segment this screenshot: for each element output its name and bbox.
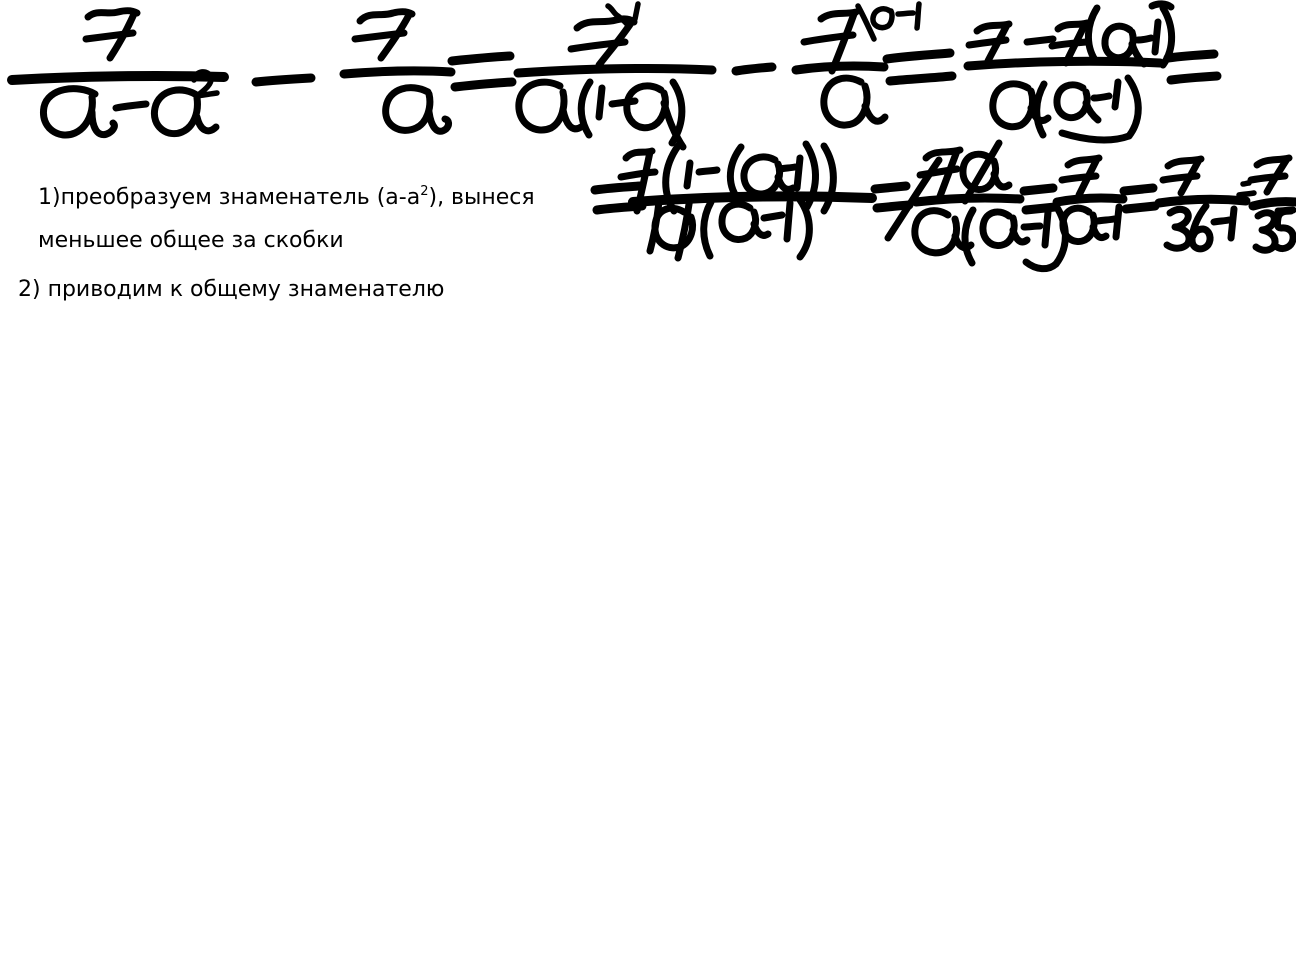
hw-operator-equals-2: [887, 53, 952, 81]
hw-fraction-7-minus-7a-1-over-aa-1: [968, 4, 1172, 140]
hw-fraction-7-over-a-with-factor: [796, 4, 919, 125]
hw-fraction-7-over-a-1-minus-a: [518, 4, 712, 147]
hw-fraction-7-over-36-minus-1: [1159, 159, 1246, 249]
note-2: 2) приводим к общему знаменателю: [18, 277, 445, 302]
note-1-text-suffix: ), вынеся: [428, 185, 535, 210]
hw-operator-equals-6: [1024, 188, 1055, 210]
hw-operator-equals-8: [1239, 183, 1254, 195]
hw-operator-equals-3: [1168, 54, 1217, 80]
hw-fraction-7-1-minus-a-1-over-aa-1: [621, 144, 872, 258]
note-1-line-2: меньшее общее за скобки: [38, 228, 344, 253]
hw-fraction-7-over-a: [344, 12, 451, 132]
note-1: [38, 178, 535, 261]
hw-fraction-7-over-a-minus-a2: [12, 11, 224, 135]
hw-operator-minus-1: [256, 78, 311, 82]
hw-line1: [12, 4, 1217, 147]
note-1-line-1: [38, 178, 535, 221]
hw-operator-equals-1: [452, 56, 512, 87]
note-1-text-prefix: 1)преобразуем знаменатель (a-a: [38, 185, 421, 210]
hw-operator-equals-7: [1124, 188, 1155, 209]
hw-fraction-7-over-35: [1251, 158, 1296, 250]
hw-operator-equals-5: [875, 186, 909, 208]
hw-operator-minus-2: [736, 67, 772, 71]
hw-line2: [595, 143, 1296, 269]
note-1-superscript: 2: [420, 184, 429, 199]
hw-fraction-7-over-a-minus-1: [1057, 158, 1123, 241]
